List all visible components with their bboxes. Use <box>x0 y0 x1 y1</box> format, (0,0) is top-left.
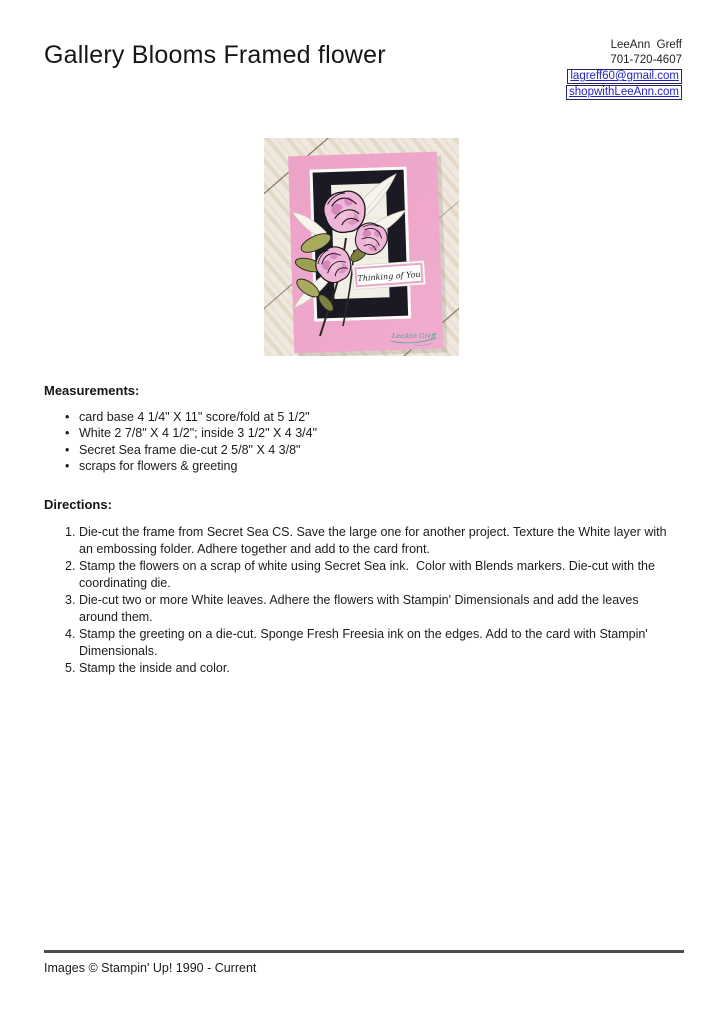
contact-name: LeeAnn Greff <box>610 39 682 51</box>
step-number: 2. <box>65 559 76 573</box>
directions-list <box>44 524 671 677</box>
direction-step <box>44 626 667 660</box>
measurement-text: scraps for flowers & greeting <box>79 459 238 474</box>
step-number: 1. <box>65 525 76 539</box>
measurements-heading: Measurements: <box>44 383 140 398</box>
step-text: Stamp the greeting on a die-cut. Sponge Fresh Freesia ink on the edges. Add to the card with Stampin' Dimensionals. <box>79 627 652 658</box>
measurement-item <box>44 425 317 441</box>
measurement-text: Secret Sea frame die-cut 2 5/8" X 4 3/8" <box>79 442 301 457</box>
measurement-text: White 2 7/8" X 4 1/2"; inside 3 1/2" X 4 3/4" <box>79 426 318 441</box>
step-text: Die-cut the frame from Secret Sea CS. Save the large one for another project. Texture the White layer with an embossing folder. Adhere together and add to the card front. <box>79 525 671 556</box>
direction-step <box>44 660 667 677</box>
contact-phone: 701-720-4607 <box>610 54 682 66</box>
sentiment-banner <box>352 261 425 290</box>
bullet-marker: • <box>65 442 70 457</box>
signature-text: LeeAnn Greff <box>392 332 436 340</box>
footer-copyright: Images © Stampin' Up! 1990 - Current <box>44 961 257 975</box>
contact-block <box>566 38 682 100</box>
step-text: Stamp the flowers on a scrap of white using Secret Sea ink. Color with Blends markers. Die-cut with the coordinating die. <box>79 559 659 590</box>
directions-heading: Directions: <box>44 497 112 512</box>
card-photo <box>264 138 459 356</box>
step-number: 3. <box>65 593 76 607</box>
page-title: Gallery Blooms Framed flower <box>44 41 386 69</box>
footer-divider <box>44 950 684 953</box>
step-text: Die-cut two or more White leaves. Adhere the flowers with Stampin' Dimensionals and add the leaves around them. <box>79 593 643 624</box>
step-text: Stamp the inside and color. <box>79 661 230 675</box>
step-number: 5. <box>65 661 76 675</box>
measurement-item <box>44 409 317 425</box>
direction-step <box>44 524 671 558</box>
measurement-text: card base 4 1/4" X 11" score/fold at 5 1/2" <box>79 410 310 424</box>
direction-step <box>44 558 667 592</box>
direction-step <box>44 592 667 626</box>
measurement-item <box>44 458 317 474</box>
bullet-marker: • <box>65 410 70 424</box>
measurement-item <box>44 442 317 458</box>
bullet-marker: • <box>65 459 70 474</box>
step-number: 4. <box>65 627 76 641</box>
email-link[interactable]: lagreff60@gmail.com <box>567 69 682 84</box>
website-link[interactable]: shopwithLeeAnn.com <box>566 85 682 100</box>
sentiment-text: Thinking of You <box>357 269 421 284</box>
bullet-marker: • <box>65 426 70 441</box>
measurements-list <box>44 409 317 475</box>
